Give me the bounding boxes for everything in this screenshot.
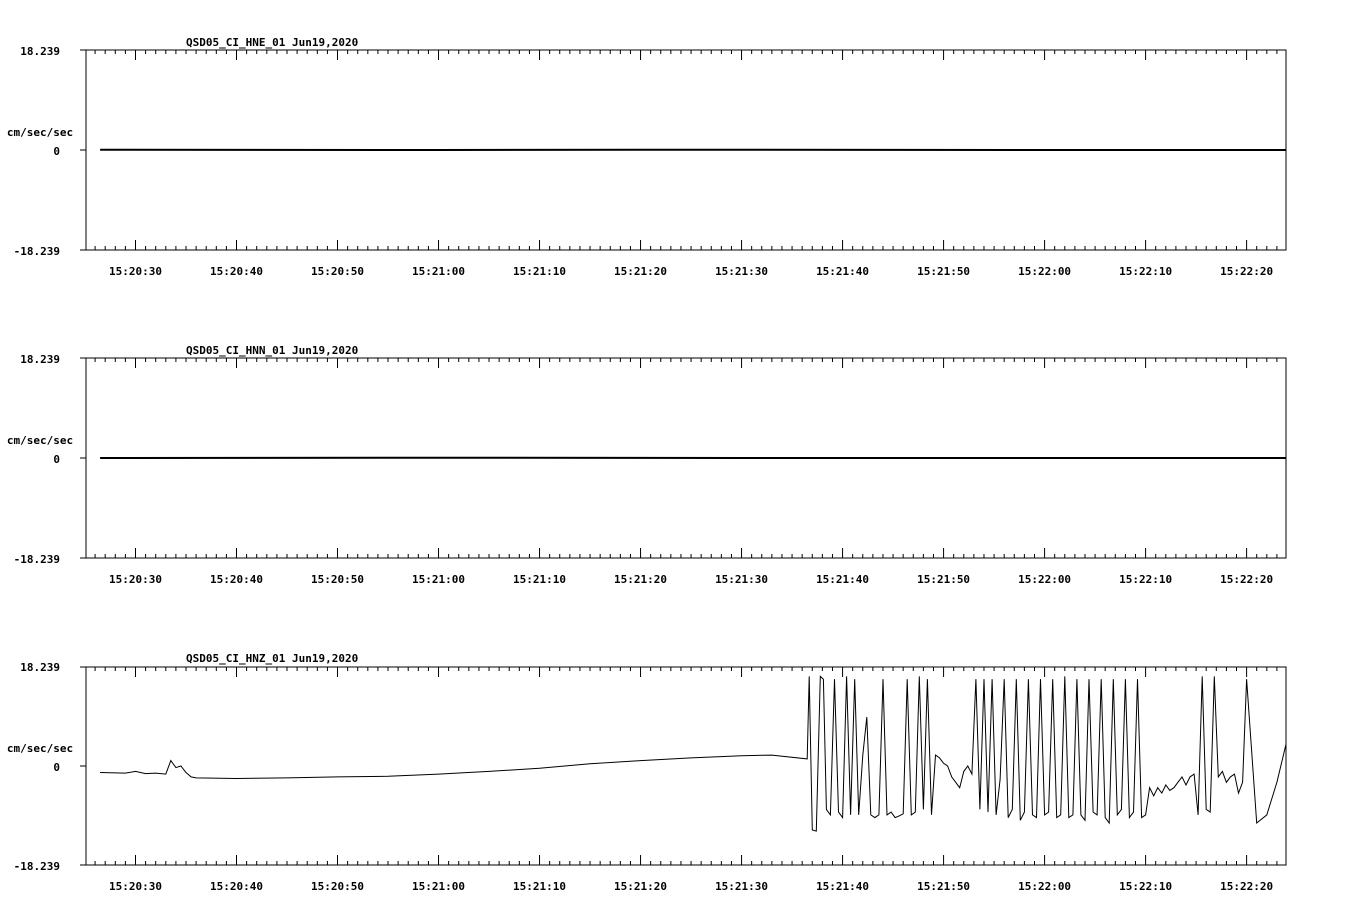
x-tick-label: 15:21:30 (715, 265, 769, 278)
panel-title: QSD05_CI_HNE_01 Jun19,2020 (186, 36, 359, 49)
y-axis-label: cm/sec/sec (6, 742, 74, 755)
x-tick-label: 15:22:00 (1018, 265, 1072, 278)
x-tick-label: 15:20:30 (109, 573, 162, 586)
x-tick-label: 15:20:50 (311, 265, 365, 278)
x-tick-label: 15:20:30 (109, 880, 162, 893)
x-tick-label: 15:21:00 (412, 573, 466, 586)
x-tick-label: 15:22:20 (1220, 265, 1274, 278)
x-tick-label: 15:22:10 (1119, 573, 1173, 586)
x-tick-label: 15:22:20 (1220, 880, 1274, 893)
y-tick-min: -18.239 (13, 245, 60, 258)
x-tick-label: 15:21:10 (513, 265, 567, 278)
x-tick-label: 15:20:40 (210, 265, 263, 278)
x-tick-label: 15:20:50 (311, 880, 365, 893)
y-tick-zero: 0 (53, 761, 60, 774)
panel-hnz (7, 652, 1286, 893)
x-tick-labels (109, 573, 1273, 586)
panel-title: QSD05_CI_HNZ_01 Jun19,2020 (186, 652, 359, 665)
x-tick-label: 15:22:00 (1018, 880, 1072, 893)
x-tick-label: 15:20:40 (210, 573, 263, 586)
x-tick-label: 15:21:50 (917, 265, 971, 278)
x-tick-label: 15:22:00 (1018, 573, 1072, 586)
x-ticks (80, 667, 1277, 865)
x-tick-label: 15:20:30 (109, 265, 162, 278)
panel-hnn (7, 344, 1286, 586)
waveform-trace (100, 676, 1286, 831)
x-tick-label: 15:21:20 (614, 265, 668, 278)
x-tick-label: 15:21:20 (614, 880, 668, 893)
x-tick-label: 15:21:50 (917, 573, 971, 586)
x-tick-label: 15:21:10 (513, 573, 567, 586)
y-tick-max: 18.239 (20, 661, 60, 674)
y-axis-label: cm/sec/sec (6, 126, 74, 139)
plot-frame (86, 667, 1286, 865)
x-tick-label: 15:21:20 (614, 573, 668, 586)
x-tick-label: 15:21:00 (412, 880, 466, 893)
x-tick-label: 15:22:10 (1119, 265, 1173, 278)
x-tick-label: 15:22:20 (1220, 573, 1274, 586)
y-tick-max: 18.239 (20, 45, 60, 58)
y-axis-label: cm/sec/sec (6, 434, 74, 447)
x-tick-label: 15:21:40 (816, 880, 870, 893)
y-tick-min: -18.239 (13, 553, 60, 566)
x-tick-labels (109, 265, 1273, 278)
x-tick-label: 15:21:30 (715, 573, 769, 586)
x-tick-label: 15:20:50 (311, 573, 365, 586)
x-tick-label: 15:20:40 (210, 880, 263, 893)
x-tick-label: 15:21:10 (513, 880, 567, 893)
y-tick-min: -18.239 (13, 860, 60, 873)
panel-hne (7, 36, 1286, 278)
x-tick-label: 15:21:30 (715, 880, 769, 893)
x-tick-label: 15:21:00 (412, 265, 466, 278)
y-tick-zero: 0 (53, 145, 60, 158)
y-tick-zero: 0 (53, 453, 60, 466)
x-tick-label: 15:21:40 (816, 573, 870, 586)
x-tick-label: 15:21:40 (816, 265, 870, 278)
x-tick-label: 15:21:50 (917, 880, 971, 893)
y-tick-max: 18.239 (20, 353, 60, 366)
x-tick-label: 15:22:10 (1119, 880, 1173, 893)
panel-title: QSD05_CI_HNN_01 Jun19,2020 (186, 344, 359, 357)
x-tick-labels (109, 880, 1273, 893)
